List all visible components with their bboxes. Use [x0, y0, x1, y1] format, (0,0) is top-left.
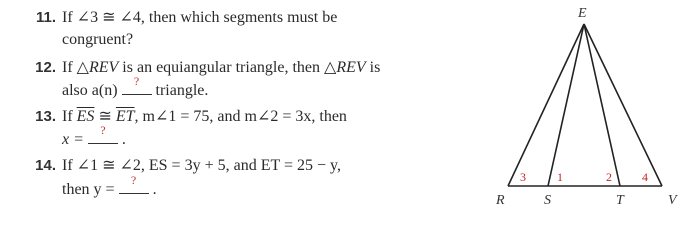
segment-es	[548, 24, 584, 186]
segment-ev	[584, 24, 662, 186]
angle-label-3: 3	[520, 170, 526, 184]
problem-text: If $\overline{ES}$ ≅ $\overline{ET}$, m∠1 = 75, and m∠2 = 3x, then	[62, 108, 347, 125]
vertex-label-r: R	[496, 193, 505, 208]
answer-blank: ?	[88, 129, 118, 144]
vertex-label-e: E	[578, 6, 587, 21]
triangle-diagram	[486, 0, 698, 213]
problem-text: also a(n) ? triangle.	[62, 74, 209, 99]
problem-text: If ∠3 ≅ ∠4, then which segments must be	[62, 9, 338, 26]
vertex-label-t: T	[616, 193, 624, 208]
segment-et: $\overline{ET}$	[115, 108, 135, 125]
problem-number: 12.	[35, 59, 56, 76]
problem-text: then y = ? .	[62, 173, 157, 198]
angle-label-1: 1	[557, 170, 563, 184]
problem-text: x = ? .	[62, 123, 126, 148]
answer-blank: ?	[122, 80, 152, 95]
problem-text: If △REV is an equiangular triangle, then △REV is	[62, 59, 381, 76]
segment-et	[584, 24, 620, 186]
problem-text: congruent?	[62, 31, 134, 48]
problem-number: 14.	[35, 157, 56, 174]
problem-number: 13.	[35, 108, 56, 125]
segment-er	[508, 24, 584, 186]
angle-label-4: 4	[642, 170, 648, 184]
problem-number: 11.	[35, 9, 56, 26]
problem-text: If ∠1 ≅ ∠2, ES = 3y + 5, and ET = 25 − y,	[62, 157, 341, 174]
angle-label-2: 2	[606, 170, 612, 184]
vertex-label-v: V	[668, 193, 677, 208]
segment-es: $\overline{ES}$	[76, 108, 95, 125]
triangle-figure	[486, 0, 698, 213]
vertex-label-s: S	[544, 193, 551, 208]
answer-blank: ?	[119, 179, 149, 194]
